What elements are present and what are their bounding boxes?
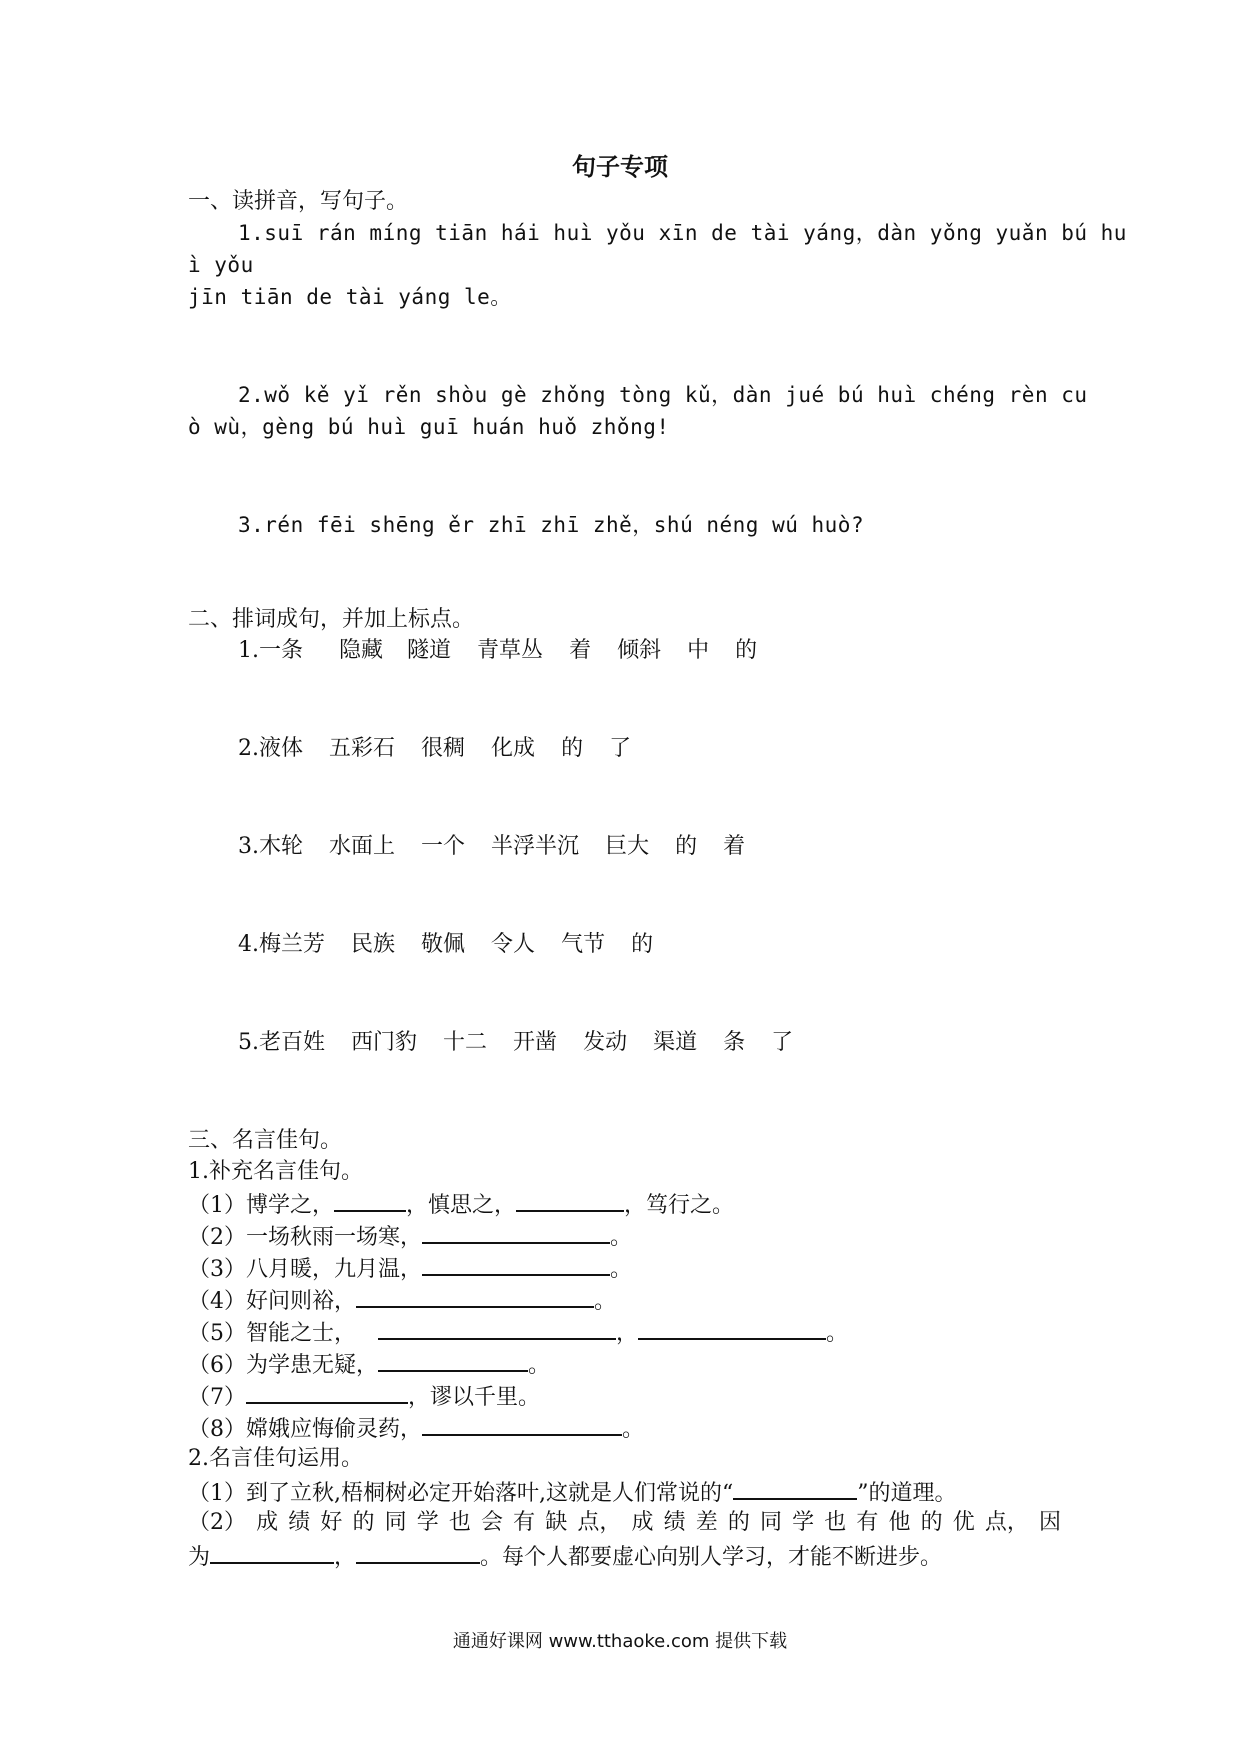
char: 有 xyxy=(513,1510,536,1535)
char: 缺 xyxy=(545,1510,568,1535)
char: （2） xyxy=(188,1510,246,1535)
fill-text: ， xyxy=(616,1321,639,1346)
word: 开凿 xyxy=(513,1030,558,1055)
section3-sub1: 1.补充名言佳句。 xyxy=(188,1159,363,1184)
fill-text: 。 xyxy=(610,1225,633,1250)
fill-item-8 xyxy=(188,1412,644,1445)
word: 梅兰芳 xyxy=(259,932,326,957)
reorder-item-1 xyxy=(238,636,757,666)
pinyin-item-1-line2: ì yǒu xyxy=(188,253,254,277)
word: 一条 xyxy=(259,638,304,663)
char: 会 xyxy=(480,1510,503,1535)
char: 也 xyxy=(824,1510,847,1535)
answer-blank[interactable] xyxy=(356,1284,594,1308)
use-text: （1）到了立秋,梧桐树必定开始落叶,这就是人们常说的“ xyxy=(188,1481,734,1506)
answer-blank[interactable] xyxy=(422,1252,610,1276)
use-text: 。每个人都要虚心向别人学习，才能不断进步。 xyxy=(480,1545,943,1570)
word: 气节 xyxy=(561,932,606,957)
reorder-num: 2. xyxy=(238,736,259,761)
char: 成 xyxy=(256,1510,279,1535)
reorder-num: 3. xyxy=(238,834,259,859)
char: 点， xyxy=(577,1510,622,1535)
word: 西门豹 xyxy=(351,1030,418,1055)
word: 巨大 xyxy=(605,834,650,859)
section2-heading: 二、排词成句，并加上标点。 xyxy=(188,607,475,632)
word: 半浮半沉 xyxy=(491,834,580,859)
word: 老百姓 xyxy=(259,1030,326,1055)
word: 很稠 xyxy=(421,736,466,761)
word: 的 xyxy=(631,932,654,957)
char: 同 xyxy=(384,1510,407,1535)
word: 一个 xyxy=(421,834,466,859)
char: 也 xyxy=(448,1510,471,1535)
answer-blank[interactable] xyxy=(422,1220,610,1244)
word: 隧道 xyxy=(407,638,452,663)
word: 渠道 xyxy=(653,1030,698,1055)
reorder-item-3 xyxy=(238,832,745,862)
fill-text: （5）智能之士， xyxy=(188,1321,356,1346)
char: 的 xyxy=(727,1510,750,1535)
word: 的 xyxy=(735,638,758,663)
reorder-item-2 xyxy=(238,734,631,764)
answer-blank[interactable] xyxy=(334,1188,406,1212)
word: 木轮 xyxy=(259,834,304,859)
char: 点， xyxy=(984,1510,1029,1535)
page-title: 句子专项 xyxy=(572,152,668,181)
section1-heading: 一、读拼音，写句子。 xyxy=(188,189,409,214)
fill-text: （7） xyxy=(188,1385,246,1410)
section3-sub2: 2.名言佳句运用。 xyxy=(188,1446,363,1471)
fill-text: （2）一场秋雨一场寒， xyxy=(188,1225,422,1250)
answer-blank[interactable] xyxy=(516,1188,624,1212)
answer-blank[interactable] xyxy=(210,1540,334,1564)
word: 化成 xyxy=(491,736,536,761)
reorder-item-4 xyxy=(238,930,653,960)
word: 民族 xyxy=(351,932,396,957)
use-item-2-line2 xyxy=(188,1540,942,1573)
pinyin-item-1-line1: 1.suī rán míng tiān hái huì yǒu xīn de tài yáng，dàn yǒng yuǎn bú hu xyxy=(238,221,1127,245)
reorder-item-5 xyxy=(238,1028,793,1058)
use-text: ”的道理。 xyxy=(857,1481,957,1506)
fill-item-5 xyxy=(188,1316,848,1349)
char: 绩 xyxy=(288,1510,311,1535)
reorder-num: 4. xyxy=(238,932,259,957)
word: 条 xyxy=(723,1030,746,1055)
fill-item-7 xyxy=(188,1380,540,1413)
word: 隐藏 xyxy=(339,638,384,663)
pinyin-item-3-line1: 3.rén fēi shēng ěr zhī zhī zhě，shú néng wú huò? xyxy=(238,513,865,537)
word: 着 xyxy=(569,638,592,663)
word: 的 xyxy=(675,834,698,859)
reorder-num: 1. xyxy=(238,638,259,663)
char: 他 xyxy=(888,1510,911,1535)
answer-blank[interactable] xyxy=(378,1316,616,1340)
use-item-2-line1 xyxy=(188,1508,1061,1538)
pinyin-item-2-line1: 2.wǒ kě yǐ rěn shòu gè zhǒng tòng kǔ，dàn jué bú huì chéng rèn cu xyxy=(238,383,1088,407)
answer-blank[interactable] xyxy=(246,1380,408,1404)
answer-blank[interactable] xyxy=(733,1476,857,1500)
fill-item-6 xyxy=(188,1348,550,1381)
word: 中 xyxy=(687,638,710,663)
pinyin-item-2-line2: ò wù，gèng bú huì guī huán huǒ zhǒng! xyxy=(188,415,670,439)
answer-blank[interactable] xyxy=(378,1348,528,1372)
fill-text: 。 xyxy=(528,1353,551,1378)
fill-item-3 xyxy=(188,1252,632,1285)
word: 着 xyxy=(723,834,746,859)
fill-text: （6）为学患无疑， xyxy=(188,1353,378,1378)
char: 绩 xyxy=(663,1510,686,1535)
fill-text: （1）博学之， xyxy=(188,1193,334,1218)
char: 好 xyxy=(320,1510,343,1535)
word: 五彩石 xyxy=(329,736,396,761)
word: 水面上 xyxy=(329,834,396,859)
word: 发动 xyxy=(583,1030,628,1055)
use-text: ， xyxy=(334,1545,357,1570)
word: 的 xyxy=(561,736,584,761)
char: 成 xyxy=(631,1510,654,1535)
fill-text: （4）好问则裕， xyxy=(188,1289,356,1314)
fill-text: （3）八月暖，九月温， xyxy=(188,1257,422,1282)
footer: 通通好课网 www.tthaoke.com 提供下载 xyxy=(452,1631,788,1652)
fill-text: ，谬以千里。 xyxy=(408,1385,541,1410)
fill-item-4 xyxy=(188,1284,616,1317)
char: 学 xyxy=(416,1510,439,1535)
word: 令人 xyxy=(491,932,536,957)
word: 液体 xyxy=(259,736,304,761)
word: 十二 xyxy=(443,1030,488,1055)
char: 的 xyxy=(920,1510,943,1535)
fill-item-1 xyxy=(188,1188,734,1221)
fill-text: 。 xyxy=(622,1417,645,1442)
fill-text: （8）嫦娥应悔偷灵药， xyxy=(188,1417,422,1442)
char: 的 xyxy=(352,1510,375,1535)
pinyin-item-1-line3: jīn tiān de tài yáng le。 xyxy=(188,285,512,309)
fill-text: 。 xyxy=(610,1257,633,1282)
char: 差 xyxy=(695,1510,718,1535)
fill-text: 。 xyxy=(594,1289,617,1314)
section3-heading: 三、名言佳句。 xyxy=(188,1128,343,1153)
reorder-num: 5. xyxy=(238,1030,259,1055)
word: 敬佩 xyxy=(421,932,466,957)
fill-item-2 xyxy=(188,1220,632,1253)
word: 青草丛 xyxy=(477,638,544,663)
word: 了 xyxy=(609,736,632,761)
char: 有 xyxy=(856,1510,879,1535)
word: 倾斜 xyxy=(617,638,662,663)
use-text: 为 xyxy=(188,1545,211,1570)
answer-blank[interactable] xyxy=(638,1316,826,1340)
answer-blank[interactable] xyxy=(422,1412,622,1436)
use-item-1 xyxy=(188,1476,956,1509)
char: 学 xyxy=(792,1510,815,1535)
char: 优 xyxy=(952,1510,975,1535)
fill-text: 。 xyxy=(826,1321,849,1346)
answer-blank[interactable] xyxy=(356,1540,480,1564)
char: 因 xyxy=(1038,1510,1061,1535)
char: 同 xyxy=(759,1510,782,1535)
fill-text: ，慎思之， xyxy=(406,1193,517,1218)
fill-text: ，笃行之。 xyxy=(624,1193,735,1218)
word: 了 xyxy=(771,1030,794,1055)
